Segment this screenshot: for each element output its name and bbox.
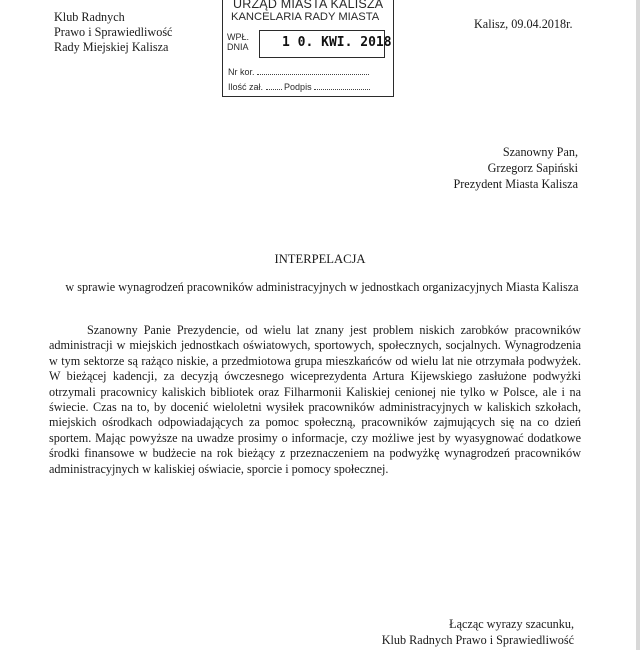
scan-edge (636, 0, 640, 650)
stamp-dnia-label: DNIA (227, 42, 249, 52)
closing-line-1: Łącząc wyrazy szacunku, (449, 617, 574, 631)
stamp-office-line-1: URZĄD MIASTA KALISZA (233, 0, 384, 11)
stamp-office-line-2: KANCELARIA RADY MIASTA (231, 11, 380, 23)
document-subject: w sprawie wynagrodzeń pracowników administracyjnych w jednostkach organizacyjnych Miasta Kalisza (65, 280, 579, 294)
stamp-wpl-label: WPŁ. (227, 32, 250, 42)
stamp-podpis-dots (314, 89, 370, 90)
addressee-block (453, 144, 578, 192)
stamp-date-box (259, 30, 392, 58)
stamp-ilosc (228, 82, 370, 92)
office-stamp (222, 0, 394, 97)
stamp-ilosc-label: Ilość zał. (228, 82, 264, 92)
sender-line-3: Rady Miejskiej Kalisza (54, 40, 169, 54)
sender-line-2: Prawo i Sprawiedliwość (54, 25, 173, 39)
letter-date: Kalisz, 09.04.2018r. (474, 17, 573, 31)
closing-block (382, 616, 574, 648)
document-title: INTERPELACJA (274, 252, 366, 266)
stamp-nr-kor-dots (257, 74, 369, 75)
stamp-wpl-dnia (227, 32, 249, 52)
closing-line-2: Klub Radnych Prawo i Sprawiedliwość (381, 633, 574, 647)
stamp-nr-kor (228, 67, 369, 77)
addressee-position: Prezydent Miasta Kalisza (453, 177, 578, 191)
addressee-name: Grzegorz Sapiński (487, 161, 578, 175)
stamp-nr-kor-label: Nr kor. (228, 67, 255, 77)
stamp-podpis-label: Podpis (284, 82, 312, 92)
addressee-salutation: Szanowny Pan, (502, 145, 578, 159)
sender-line-1: Klub Radnych (54, 10, 125, 24)
stamp-ilosc-dots (266, 89, 282, 90)
stamp-received-date: 1 0. KWI. 2018 (282, 35, 392, 50)
sender-block (54, 10, 172, 55)
body-paragraph: Szanowny Panie Prezydencie, od wielu lat znany jest problem niskich zarobków pracowników administracji w miejskich jednostkach oświatowych, sportowych, społecznych, socjalnych. Wynagrodzenia w tym sektorze są rażąco niskie, a przedmiotowa grupa mieszkańców od wielu lat nie otrzymała podwyżek. W bieżącej kadencji, za decyzją ówczesnego wiceprezydenta Artura Kijewskiego zasłużone podwyżki otrzymali pracownicy kaliskich bibliotek oraz Filharmonii Kaliskiej cenionej nie tylko w Polsce, ale i na świecie. Czas na to, by docenić wieloletni wysiłek pracowników administracyjnych w kaliskich szkołach, miejskich ośrodkach odpowiadających za pomoc społeczną, pracowników zajmujących się na co dzień sportem. Mając powyższe na uwadze prosimy o informacje, czy możliwe jest by wyasygnować dodatkowe środki finansowe w budżecie na rok bieżący z przeznaczeniem na podwyżkę wynagrodzeń pracowników administracyjnych w kaliskiej oświacie, sporcie i pomocy społecznej. (49, 323, 581, 476)
